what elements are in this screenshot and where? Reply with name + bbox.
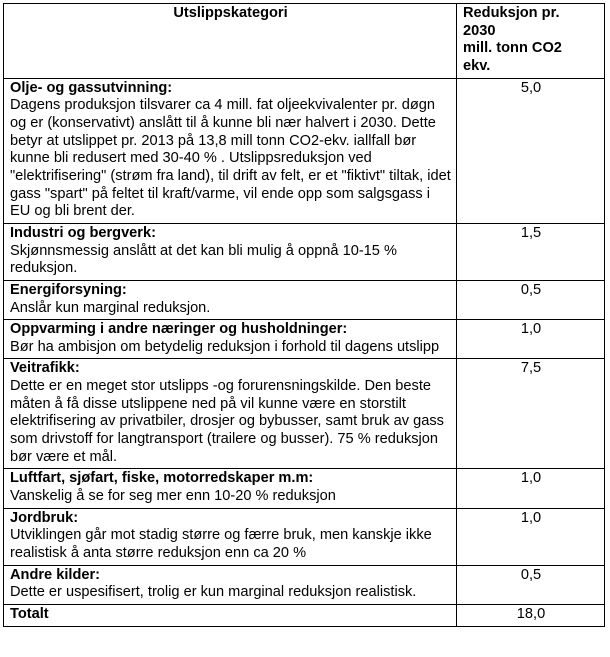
reduction-value: 1,0 (457, 320, 605, 359)
header-row (4, 4, 605, 79)
category-description: Dette er en meget stor utslipps -og forurensningskilde. Den beste måten å få disse utslippene ned på vil kunne være en storstilt elektrifisering av privatbiler, drosjer og bybusser, samt bruk av gass som drivstoff for langtransport (trailere og busser). 75 % reduksjon bør være et mål. (10, 378, 444, 465)
category-description: Anslår kun marginal reduksjon. (10, 299, 211, 316)
category-description: Skjønnsmessig anslått at det kan bli mulig å oppnå 10-15 % reduksjon. (10, 242, 397, 277)
category-cell (4, 508, 457, 565)
table-row (4, 280, 605, 319)
category-title: Olje- og gassutvinning: (10, 79, 173, 96)
category-title: Energiforsyning: (10, 281, 127, 298)
total-label: Totalt (4, 605, 457, 627)
category-cell (4, 359, 457, 469)
reduction-value: 1,5 (457, 223, 605, 280)
category-description: Dette er uspesifisert, trolig er kun marginal reduksjon realistisk. (10, 584, 417, 601)
category-title: Industri og bergverk: (10, 224, 156, 241)
reduction-value: 1,0 (457, 469, 605, 508)
column-header-value-line-2: 2030 (463, 22, 496, 39)
category-title: Jordbruk: (10, 509, 79, 526)
category-cell (4, 280, 457, 319)
table-row (4, 565, 605, 604)
table-row (4, 508, 605, 565)
table-row (4, 223, 605, 280)
total-row (4, 605, 605, 627)
total-value: 18,0 (457, 605, 605, 627)
column-header-value-line-3: mill. tonn CO2 (463, 40, 562, 57)
category-cell (4, 320, 457, 359)
category-title: Andre kilder: (10, 566, 101, 583)
table-header (4, 4, 605, 79)
category-cell (4, 565, 457, 604)
category-description: Bør ha ambisjon om betydelig reduksjon i forhold til dagens utslipp (10, 338, 440, 355)
reduction-value: 0,5 (457, 565, 605, 604)
column-header-value-line-1: Reduksjon pr. (463, 5, 560, 21)
reduction-value: 1,0 (457, 508, 605, 565)
category-description: Dagens produksjon tilsvarer ca 4 mill. fat oljeekvivalenter pr. døgn og er (konservativt) anslått til å kunne bli nær halvert i 2030. Dette betyr at utslippet pr. 2013 på 13,8 mill tonn CO2-ekv. iallfall bør kunne bli redusert med 30-40 % . Utslippsreduksjon ved "elektrifisering" (strøm fra land), til drift av felt, er et "fiktivt" tiltak, idet gass "spart" på feltet til kraft/varme, vil ende opp som salgsgass i EU og bli brent der. (10, 97, 451, 220)
category-title: Veitrafikk: (10, 360, 80, 377)
column-header-value-line-4: ekv. (463, 57, 491, 74)
table-row (4, 320, 605, 359)
category-cell (4, 469, 457, 508)
category-cell (4, 223, 457, 280)
category-description: Vanskelig å se for seg mer enn 10-20 % reduksjon (10, 488, 336, 505)
category-title: Oppvarming i andre næringer og husholdninger: (10, 321, 348, 338)
table-row (4, 359, 605, 469)
reduction-value: 7,5 (457, 359, 605, 469)
category-description: Utviklingen går mot stadig større og færre bruk, men kanskje ikke realistisk å anta større reduksjon enn ca 20 % (10, 527, 432, 562)
reduction-value: 0,5 (457, 280, 605, 319)
emissions-reduction-table (3, 3, 605, 627)
column-header-value (457, 4, 605, 79)
category-cell (4, 78, 457, 223)
category-title: Luftfart, sjøfart, fiske, motorredskaper m.m: (10, 470, 314, 487)
column-header-category: Utslippskategori (4, 4, 457, 79)
table-row (4, 469, 605, 508)
table-body (4, 78, 605, 626)
table-row (4, 78, 605, 223)
reduction-value: 5,0 (457, 78, 605, 223)
